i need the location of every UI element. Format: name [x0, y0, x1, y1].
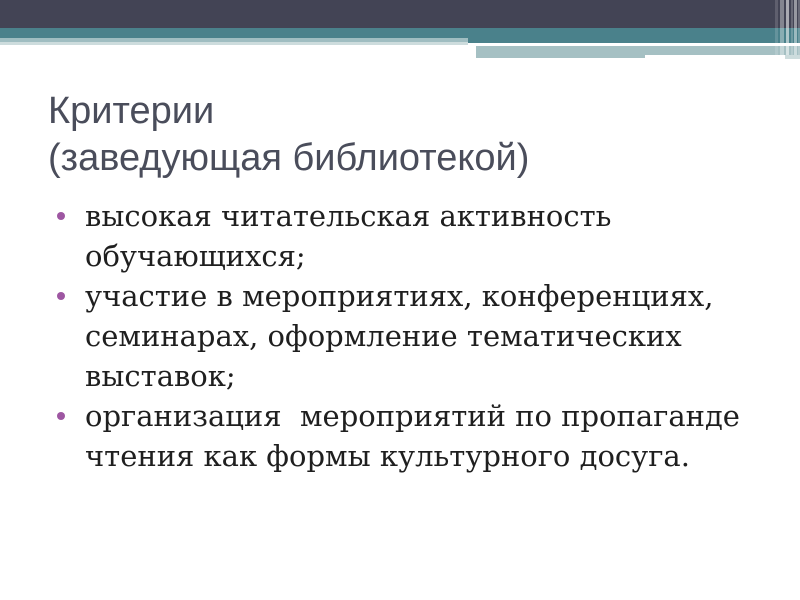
header-pale-tail: [785, 55, 800, 59]
list-item: [48, 196, 758, 276]
list-item: [48, 396, 758, 476]
header-dark-bar: [0, 0, 800, 28]
header-edge-stripe: [786, 0, 789, 55]
header-teal-right-block: [468, 28, 800, 43]
bullet-text-line: семинарах, оформление тематических: [85, 319, 682, 353]
header-edge-stripe: [794, 0, 797, 55]
bullet-list: [48, 196, 758, 476]
bullet-text-line: обучающихся;: [85, 239, 306, 273]
header-edge-stripe: [775, 0, 778, 55]
slide-title: [48, 88, 529, 182]
bullet-text-line: организация мероприятий по пропаганде: [85, 399, 740, 433]
header-light-step-band: [476, 55, 645, 58]
bullet-dot-icon: [57, 412, 65, 420]
list-item: [48, 276, 758, 396]
header-pale-teal-bar: [0, 42, 468, 45]
slide-title-line-2: (заведующая библиотекой): [48, 137, 530, 179]
header-edge-stripe: [780, 0, 784, 55]
header-edge-stripe: [791, 0, 793, 55]
bullet-dot-icon: [57, 212, 65, 220]
bullet-text-line: участие в мероприятиях, конференциях,: [85, 279, 714, 313]
bullet-text-line: высокая читательская активность: [85, 199, 612, 233]
header-light-right-band: [476, 46, 800, 55]
bullet-text-line: выставок;: [85, 359, 236, 393]
bullet-dot-icon: [57, 292, 65, 300]
slide-title-line-1: Критерии: [48, 90, 215, 132]
bullet-text-line: чтения как формы культурного досуга.: [85, 439, 690, 473]
